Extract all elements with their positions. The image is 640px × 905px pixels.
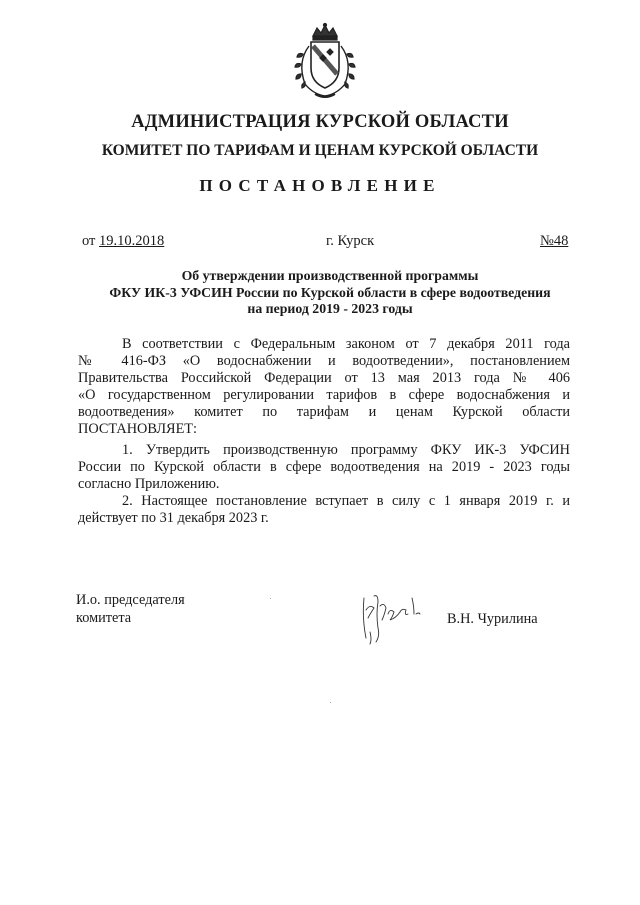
signatory-name: В.Н. Чурилина <box>447 611 538 627</box>
item1-line: 1. Утвердить производственную программу ФКУ ИК-3 УФСИН <box>122 442 570 458</box>
preamble-line: В соответствии с Федеральным законом от 7 декабря 2011 года <box>122 336 570 352</box>
date-value: 19.10.2018 <box>99 233 165 249</box>
kursk-coat-of-arms-icon <box>289 22 361 102</box>
committee-heading: КОМИТЕТ ПО ТАРИФАМ И ЦЕНАМ КУРСКОЙ ОБЛАСТИ <box>101 142 539 159</box>
document-type-heading: ПОСТАНОВЛЕНИЕ <box>199 176 441 195</box>
administration-heading: АДМИНИСТРАЦИЯ КУРСКОЙ ОБЛАСТИ <box>131 112 509 132</box>
subject-line: ФКУ ИК-3 УФСИН России по Курской области в сфере водоотведения <box>109 284 551 300</box>
subject-line: на период 2019 - 2023 годы <box>247 301 413 316</box>
document-body <box>78 336 570 527</box>
item1-line: России по Курской области в сфере водоотведения на 2019 - 2023 годы <box>78 459 570 475</box>
signatory-title-line: комитета <box>76 609 132 626</box>
handwritten-signature <box>356 588 438 646</box>
scan-speck <box>330 702 331 703</box>
subject-line: Об утверждении производственной программы <box>181 268 479 283</box>
preamble-line: Правительства Российской Федерации от 13 мая 2013 года № 406 <box>78 370 570 386</box>
item1-line: согласно Приложению. <box>78 476 220 492</box>
item2-line: 2. Настоящее постановление вступает в силу с 1 января 2019 г. и <box>122 493 570 509</box>
preamble-line: «О государственном регулировании тарифов в сфере водоснабжения и <box>78 387 570 403</box>
document-date <box>82 233 164 250</box>
signatory-title-line: И.о. председателя <box>76 592 185 608</box>
preamble-line: водоотведения» комитет по тарифам и ценам Курской области <box>78 404 570 420</box>
document-city: г. Курск <box>326 233 375 249</box>
preamble-line: № 416-ФЗ «О водоснабжении и водоотведении», постановлением <box>78 353 570 369</box>
item2-line: действует по 31 декабря 2023 г. <box>78 510 269 526</box>
document-number: №48 <box>540 233 569 249</box>
signatory-title <box>76 592 185 627</box>
scan-speck <box>270 598 271 599</box>
date-prefix: от <box>82 233 96 249</box>
document-subject <box>60 268 600 318</box>
preamble-line: ПОСТАНОВЛЯЕТ: <box>78 421 198 437</box>
